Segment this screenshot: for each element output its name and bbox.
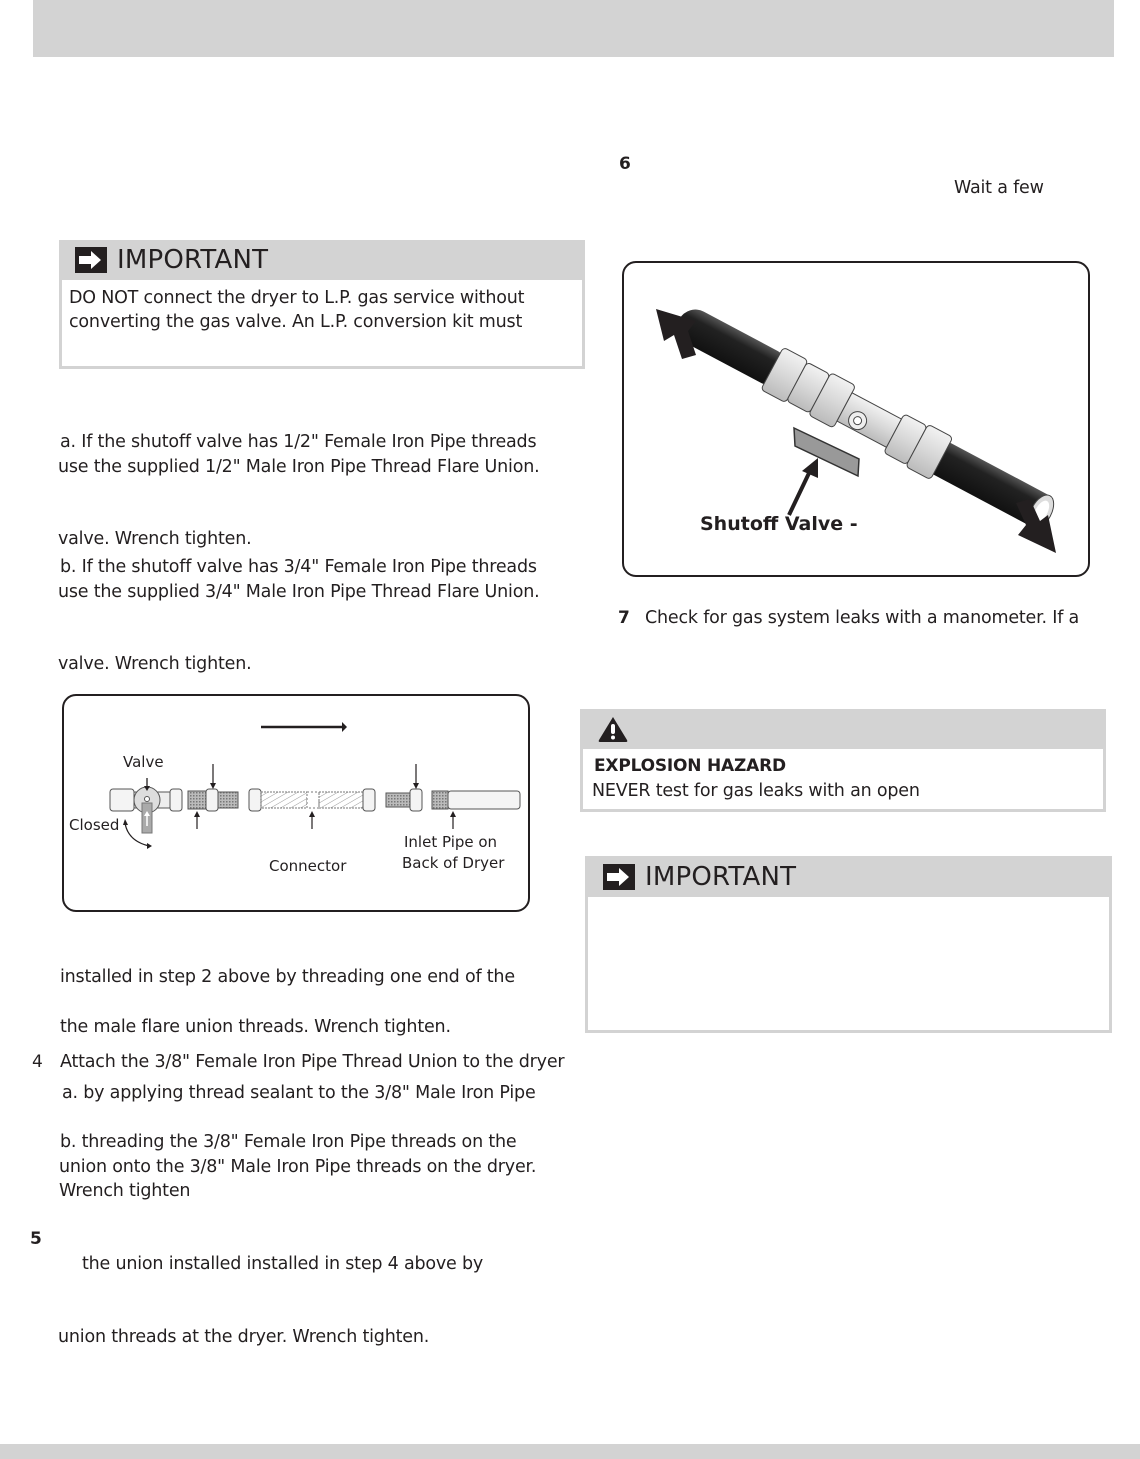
explosion-hazard-warning <box>580 709 1106 812</box>
step3-line1: installed in step 2 above by threading one end of the <box>60 967 515 987</box>
shutoff-valve-diagram <box>622 261 1090 577</box>
step2-b-line1: b. If the shutoff valve has 3/4" Female Iron Pipe threads <box>60 557 537 577</box>
step4-number: 4 <box>32 1052 43 1072</box>
step4-a-line: a. by applying thread sealant to the 3/8" Male Iron Pipe <box>62 1083 536 1103</box>
step2-a-line3: valve. Wrench tighten. <box>58 529 252 549</box>
step5-number: 5 <box>30 1229 42 1249</box>
step2-b-line2: use the supplied 3/4" Male Iron Pipe Thread Flare Union. <box>58 582 540 602</box>
step4-b-line3: Wrench tighten <box>59 1181 191 1201</box>
important-notice-right <box>585 856 1112 1033</box>
step4-line1: Attach the 3/8" Female Iron Pipe Thread Union to the dryer <box>60 1052 565 1072</box>
step5-line1: the union installed installed in step 4 above by <box>82 1254 484 1274</box>
inlet-pipe-label: Inlet Pipe on <box>404 833 498 851</box>
warning-text: NEVER test for gas leaks with an open <box>592 781 920 801</box>
footer-band <box>0 1444 1140 1459</box>
shutoff-valve-label: Shutoff Valve - <box>700 513 858 535</box>
step2-a-line2: use the supplied 1/2" Male Iron Pipe Thread Flare Union. <box>58 457 540 477</box>
important-body <box>588 897 1109 1030</box>
important-text-line: DO NOT connect the dryer to L.P. gas service without <box>69 288 525 308</box>
step3-line2: the male flare union threads. Wrench tighten. <box>60 1017 451 1037</box>
warning-title: EXPLOSION HAZARD <box>594 756 786 776</box>
important-title: IMPORTANT <box>645 861 797 892</box>
connection-illustration <box>64 696 528 910</box>
step4-b-line1: b. threading the 3/8" Female Iron Pipe threads on the <box>60 1132 517 1152</box>
gas-connection-diagram <box>62 694 530 912</box>
step2-a-line1: a. If the shutoff valve has 1/2" Female Iron Pipe threads <box>60 432 537 452</box>
closed-label: Closed <box>69 816 120 834</box>
step6-number: 6 <box>619 154 631 174</box>
important-title: IMPORTANT <box>117 245 269 275</box>
connector-label: Connector <box>269 857 347 875</box>
valve-label: Valve <box>123 753 164 771</box>
arrow-right-icon <box>75 247 107 273</box>
important-notice-left <box>59 240 585 369</box>
step7-line1: Check for gas system leaks with a manometer. If a <box>645 608 1080 628</box>
inlet-pipe-label-2: Back of Dryer <box>402 854 505 872</box>
step2-b-line3: valve. Wrench tighten. <box>58 654 252 674</box>
step6-line1: Wait a few <box>954 178 1044 198</box>
step5-line2: union threads at the dryer. Wrench tighten. <box>58 1327 430 1347</box>
important-text-line: converting the gas valve. An L.P. conversion kit must <box>69 312 523 332</box>
step7-number: 7 <box>618 608 630 628</box>
arrow-right-icon <box>603 864 635 890</box>
header-band <box>33 0 1114 57</box>
step4-b-line2: union onto the 3/8" Male Iron Pipe threads on the dryer. <box>59 1157 537 1177</box>
warning-triangle-icon <box>597 715 629 743</box>
